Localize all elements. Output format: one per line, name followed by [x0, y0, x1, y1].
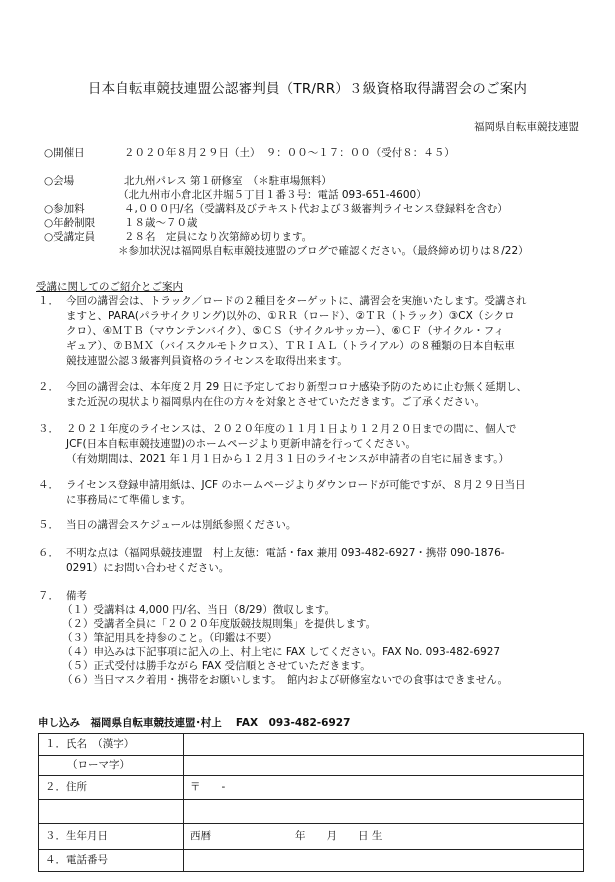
- item-line: に事務局にて準備します。: [66, 494, 192, 506]
- item-line: 今回の講習会は、トラック／ロードの２種目をターゲットに、講習会を実施いたします。受講され: [66, 295, 527, 307]
- name-kanji-field[interactable]: [184, 734, 584, 756]
- detail-label: ○年齢制限: [44, 217, 96, 229]
- organization-name: 福岡県自転車競技連盟: [474, 121, 579, 133]
- note-line: （４）申込みは下記事項に記入の上、村上宅に FAX してください。FAX No. 093-482-6927: [62, 646, 501, 658]
- list-item: [38, 478, 598, 508]
- item-line: 0291）にお問い合わせください。: [66, 562, 230, 574]
- name-label: １．氏名 （漢字）: [39, 734, 184, 756]
- item-number: ２．: [38, 381, 59, 393]
- detail-value: （北九州市小倉北区井堀５丁目１番３号：電話 093-651-4600）: [118, 189, 427, 201]
- detail-label: ○受講定員: [44, 231, 96, 243]
- name-roma-field[interactable]: [184, 756, 584, 776]
- application-form: [38, 733, 584, 872]
- item-line: 備考: [66, 590, 87, 602]
- note-line: （５）正式受付は勝手ながら FAX 受信順とさせていただきます。: [62, 660, 371, 672]
- detail-value: 北九州パレス 第１研修室 （＊駐車場無料）: [124, 175, 332, 187]
- detail-value: １８歳～７０歳: [124, 217, 198, 229]
- item-line: 当日の講習会スケジュールは別紙参照ください。: [66, 519, 297, 531]
- list-item: [38, 589, 598, 604]
- item-line: また近況の現状より福岡県内在住の方々を対象とさせていただきます。ご了承ください。: [66, 396, 486, 408]
- detail-label: ○会場: [44, 175, 75, 187]
- birth-label: ３．生年月日: [39, 824, 184, 850]
- birth-field[interactable]: 西暦 年 月 日 生: [184, 824, 584, 850]
- item-number: ５．: [38, 519, 59, 531]
- detail-label: ○参加料: [44, 203, 85, 215]
- list-item: [38, 380, 598, 410]
- note-line: （１）受講料は 4,000 円/名、当日（8/29）徴収します。: [62, 604, 336, 616]
- item-line: JCF(日本自転車競技連盟)のホームページより更新申請を行ってください。: [66, 438, 416, 450]
- detail-label: ○開催日: [44, 147, 85, 159]
- item-line: 不明な点は（福岡県競技連盟 村上友徳：電話・fax 兼用 093-482-6927・携帯 090-1876-: [66, 547, 505, 559]
- item-line: 今回の講習会は、本年度２月 29 日に予定しており新型コロナ感染予防のために止む無く延期し、: [66, 381, 528, 393]
- item-line: クロ）、④ＭＴＢ（マウンテンバイク）、⑤ＣＳ（サイクルサッカー）、⑥ＣＦ（サイクル・フィ: [66, 325, 504, 337]
- form-row-roma: [39, 756, 584, 776]
- detail-value: ４,０００円/名（受講料及びテキスト代および３級審判ライセンス登録料を含む）: [124, 203, 508, 215]
- item-line: ２０２１年度のライセンスは、２０２０年度の１１月１日より１２月２０日までの間に、個人で: [66, 423, 517, 435]
- form-row-name: [39, 734, 584, 756]
- list-item: [38, 518, 598, 533]
- address-field-2[interactable]: [184, 800, 584, 824]
- detail-value: ２８名 定員になり次第締め切ります。: [124, 231, 313, 243]
- item-number: ４．: [38, 479, 59, 491]
- address-field[interactable]: 〒 -: [184, 776, 584, 800]
- item-number: ７．: [38, 590, 59, 602]
- list-item: [38, 294, 598, 369]
- item-number: １．: [38, 295, 59, 307]
- list-item: [38, 546, 598, 576]
- form-row-phone: [39, 850, 584, 872]
- item-line: ますと、PARA(パラサイクリング)以外の、①ＲＲ（ロード）、②ＴＲ（トラック）③CX（シクロ: [66, 310, 515, 322]
- item-line: （有効期間は、2021 年１月１日から１２月３１日のライセンスが申請者の自宅に届きます。）: [66, 453, 510, 465]
- form-header: 申し込み 福岡県自転車競技連盟･村上 FAX 093-482-6927: [38, 717, 351, 729]
- form-row-birth: [39, 824, 584, 850]
- detail-value: ＊参加状況は福岡県自転車競技連盟のブログで確認ください。（最終締め切りは８/22）: [118, 245, 529, 257]
- address-label: ２．住所: [39, 776, 184, 800]
- detail-value: ２０２０年８月２９日（土） ９：００～１７：００（受付８：４５）: [124, 147, 455, 159]
- section-title: 受講に関してのご紹介とご案内: [36, 281, 183, 293]
- item-line: ライセンス登録申請用紙は、JCF のホームページよりダウンロードが可能ですが、８月２９日当日: [66, 479, 526, 491]
- item-number: ３．: [38, 423, 59, 435]
- note-line: （２）受講者全員に「２０２０年度版競技規則集」を提供します。: [62, 618, 377, 630]
- address-label-continuation: [39, 800, 184, 824]
- note-line: （６）当日マスク着用・携帯をお願いします。 館内および研修室ないでの食事はできません。: [62, 674, 509, 686]
- phone-field[interactable]: [184, 850, 584, 872]
- list-item: [38, 422, 598, 467]
- form-row-address-2: [39, 800, 584, 824]
- note-line: （３）筆記用具を持参のこと。（印鑑は不要）: [62, 632, 278, 644]
- item-line: 競技連盟公認３級審判員資格のライセンスを取得出来ます。: [66, 355, 348, 367]
- name-roma-label: （ローマ字）: [39, 756, 184, 776]
- item-line: ギュア）、⑦ＢＭＸ（バイスクルモトクロス）、ＴＲＩＡＬ（トライアル）の８種類の日本自転車: [66, 340, 515, 352]
- form-row-address: [39, 776, 584, 800]
- page-title: 日本自転車競技連盟公認審判員（TR/RR）３級資格取得講習会のご案内: [87, 81, 528, 97]
- phone-label: ４．電話番号: [39, 850, 184, 872]
- item-number: ６．: [38, 547, 59, 559]
